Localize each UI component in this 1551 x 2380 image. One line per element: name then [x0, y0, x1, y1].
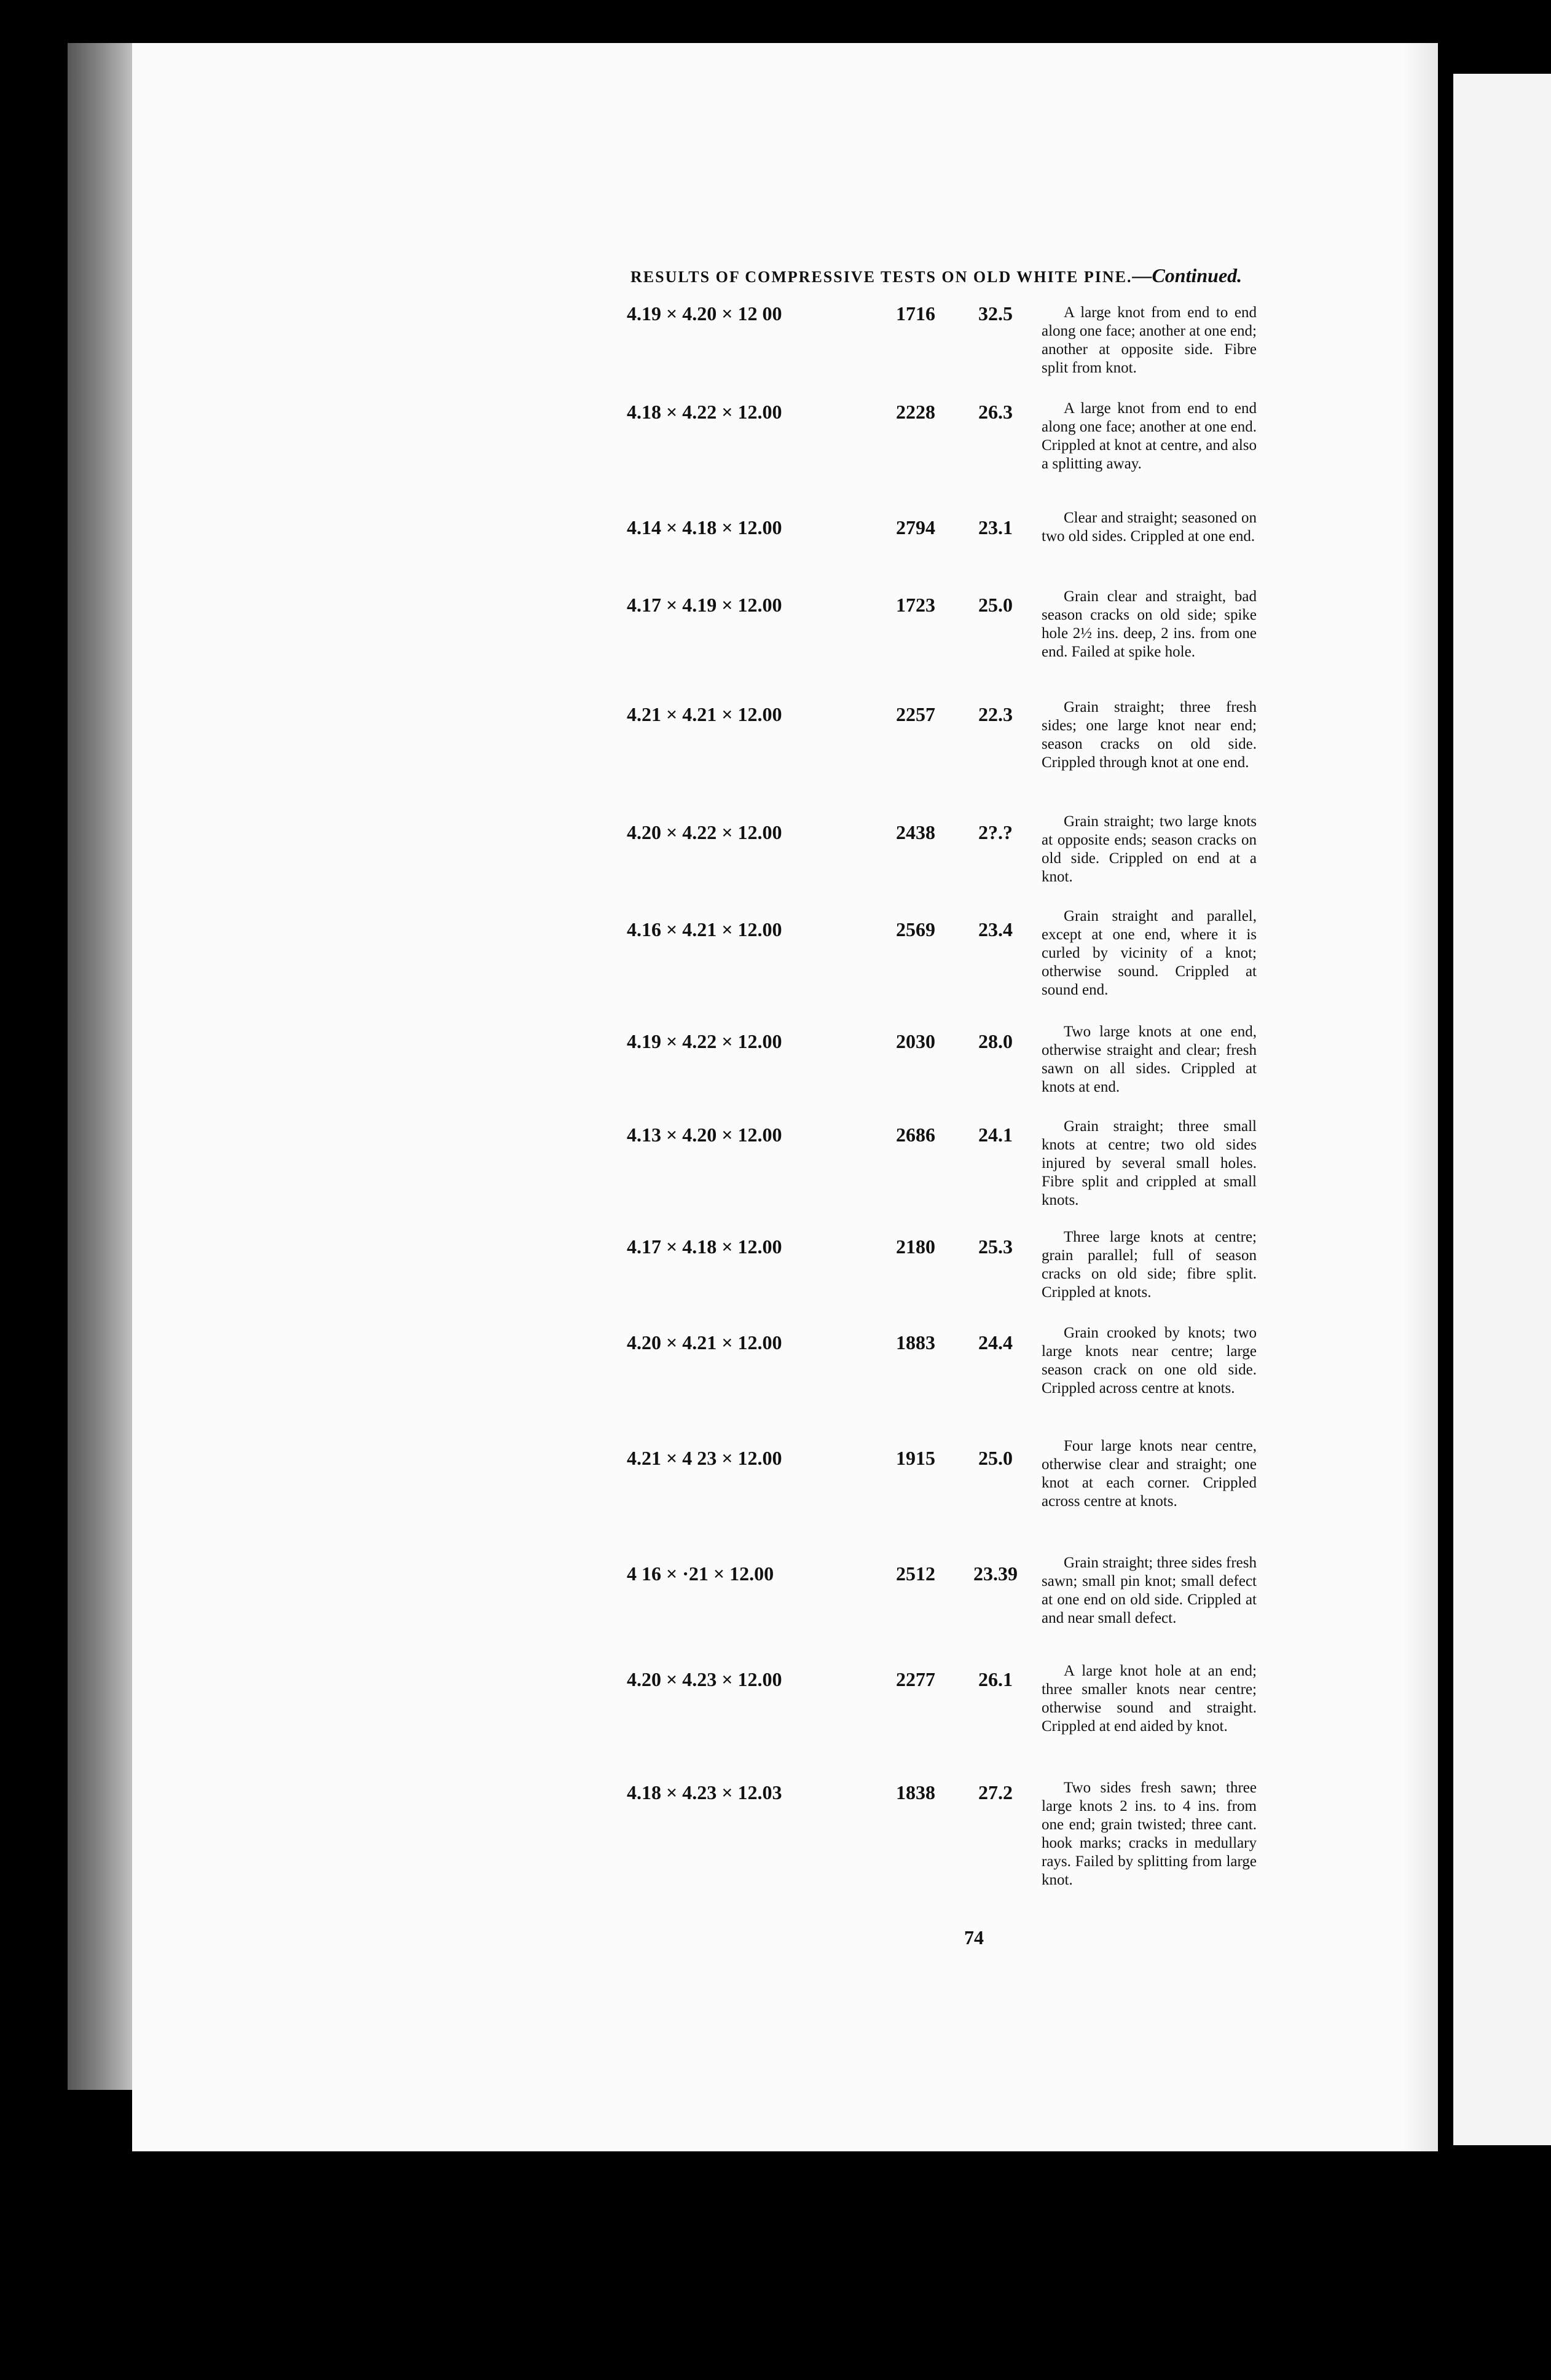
percent-value: 25.3	[978, 1235, 1013, 1258]
percent-value: 32.5	[978, 302, 1013, 325]
remarks: Grain crooked by knots; two large knots near centre; large season crack on one old side. Crippled across centre at knots.	[1042, 1325, 1257, 1397]
specimen-dimensions: 4.18 × 4.22 × 12.00	[627, 401, 782, 423]
percent-value: 25.0	[978, 594, 1013, 616]
load-value: 2277	[896, 1668, 935, 1690]
load-value: 1838	[896, 1781, 935, 1803]
specimen-dimensions: 4.18 × 4.23 × 12.03	[627, 1781, 782, 1803]
percent-value: 27.2	[978, 1781, 1013, 1803]
facing-page	[1453, 74, 1551, 2145]
load-value: 1915	[896, 1447, 935, 1469]
remarks: Grain straight; three small knots at centre; two old sides injured by several small holes. Fibre split and crippled at small knots.	[1042, 1118, 1257, 1208]
percent-value: 26.1	[978, 1668, 1013, 1690]
page-number: 74	[964, 1926, 984, 1949]
percent-value: 23.4	[978, 918, 1013, 940]
remarks: Grain clear and straight, bad season cracks on old side; spike hole 2½ ins. deep, 2 ins. from one end. Failed at spike hole.	[1042, 588, 1257, 660]
load-value: 2438	[896, 821, 935, 843]
percent-value: 23.39	[973, 1562, 1018, 1585]
load-value: 2686	[896, 1124, 935, 1146]
heading-title: RESULTS OF COMPRESSIVE TESTS ON OLD WHITE PINE.	[630, 268, 1133, 286]
load-value: 2228	[896, 401, 935, 423]
specimen-dimensions: 4.21 × 4 23 × 12.00	[627, 1447, 782, 1469]
percent-value: 22.3	[978, 703, 1013, 725]
remarks: Clear and straight; seasoned on two old sides. Crippled at one end.	[1042, 510, 1257, 545]
remarks: Three large knots at centre; grain parallel; full of season cracks on old side; fibre split. Crippled at knots.	[1042, 1229, 1257, 1301]
load-value: 1883	[896, 1331, 935, 1354]
load-value: 2794	[896, 516, 935, 538]
load-value: 2512	[896, 1562, 935, 1585]
remarks: A large knot hole at an end; three smaller knots near centre; otherwise sound and straight. Crippled at end aided by knot.	[1042, 1663, 1257, 1735]
percent-value: 28.0	[978, 1030, 1013, 1052]
specimen-dimensions: 4.21 × 4.21 × 12.00	[627, 703, 782, 725]
load-value: 2569	[896, 918, 935, 940]
percent-value: 23.1	[978, 516, 1013, 538]
remarks: Grain straight; three fresh sides; one large knot near end; season cracks on old side. Crippled through knot at one end.	[1042, 699, 1257, 771]
specimen-dimensions: 4.14 × 4.18 × 12.00	[627, 516, 782, 538]
specimen-dimensions: 4.17 × 4.18 × 12.00	[627, 1235, 782, 1258]
table-heading	[630, 264, 1243, 287]
load-value: 1723	[896, 594, 935, 616]
load-value: 1716	[896, 302, 935, 325]
specimen-dimensions: 4.13 × 4.20 × 12.00	[627, 1124, 782, 1146]
specimen-dimensions: 4.19 × 4.22 × 12.00	[627, 1030, 782, 1052]
specimen-dimensions: 4.20 × 4.21 × 12.00	[627, 1331, 782, 1354]
specimen-dimensions: 4.19 × 4.20 × 12 00	[627, 302, 782, 325]
remarks: Two large knots at one end, otherwise straight and clear; fresh sawn on all sides. Crippled at knots at end.	[1042, 1023, 1257, 1095]
percent-value: 24.1	[978, 1124, 1013, 1146]
specimen-dimensions: 4 16 × ·21 × 12.00	[627, 1562, 774, 1585]
remarks: Two sides fresh sawn; three large knots 2 ins. to 4 ins. from one end; grain twisted; three cant. hook marks; cracks in medullary rays. Failed by splitting from large knot.	[1042, 1779, 1257, 1888]
remarks: A large knot from end to end along one face; another at one end; another at opposite side. Fibre split from knot.	[1042, 304, 1257, 376]
load-value: 2030	[896, 1030, 935, 1052]
load-value: 2180	[896, 1235, 935, 1258]
load-value: 2257	[896, 703, 935, 725]
heading-continued: —Continued.	[1132, 264, 1243, 286]
specimen-dimensions: 4.16 × 4.21 × 12.00	[627, 918, 782, 940]
remarks: Grain straight and parallel, except at one end, where it is curled by vicinity of a knot; otherwise sound. Crippled at sound end.	[1042, 908, 1257, 998]
specimen-dimensions: 4.20 × 4.22 × 12.00	[627, 821, 782, 843]
percent-value: 26.3	[978, 401, 1013, 423]
specimen-dimensions: 4.17 × 4.19 × 12.00	[627, 594, 782, 616]
remarks: A large knot from end to end along one face; another at one end. Crippled at knot at centre, and also a splitting away.	[1042, 400, 1257, 472]
remarks: Grain straight; three sides fresh sawn; small pin knot; small defect at one end on old side. Crippled at and near small defect.	[1042, 1554, 1257, 1626]
specimen-dimensions: 4.20 × 4.23 × 12.00	[627, 1668, 782, 1690]
percent-value: 2?.?	[978, 821, 1013, 843]
percent-value: 25.0	[978, 1447, 1013, 1469]
remarks: Four large knots near centre, otherwise clear and straight; one knot at each corner. Crippled across centre at knots.	[1042, 1438, 1257, 1510]
remarks: Grain straight; two large knots at opposite ends; season cracks on old side. Crippled on end at a knot.	[1042, 813, 1257, 885]
gutter-shadow	[1401, 43, 1438, 2151]
percent-value: 24.4	[978, 1331, 1013, 1354]
